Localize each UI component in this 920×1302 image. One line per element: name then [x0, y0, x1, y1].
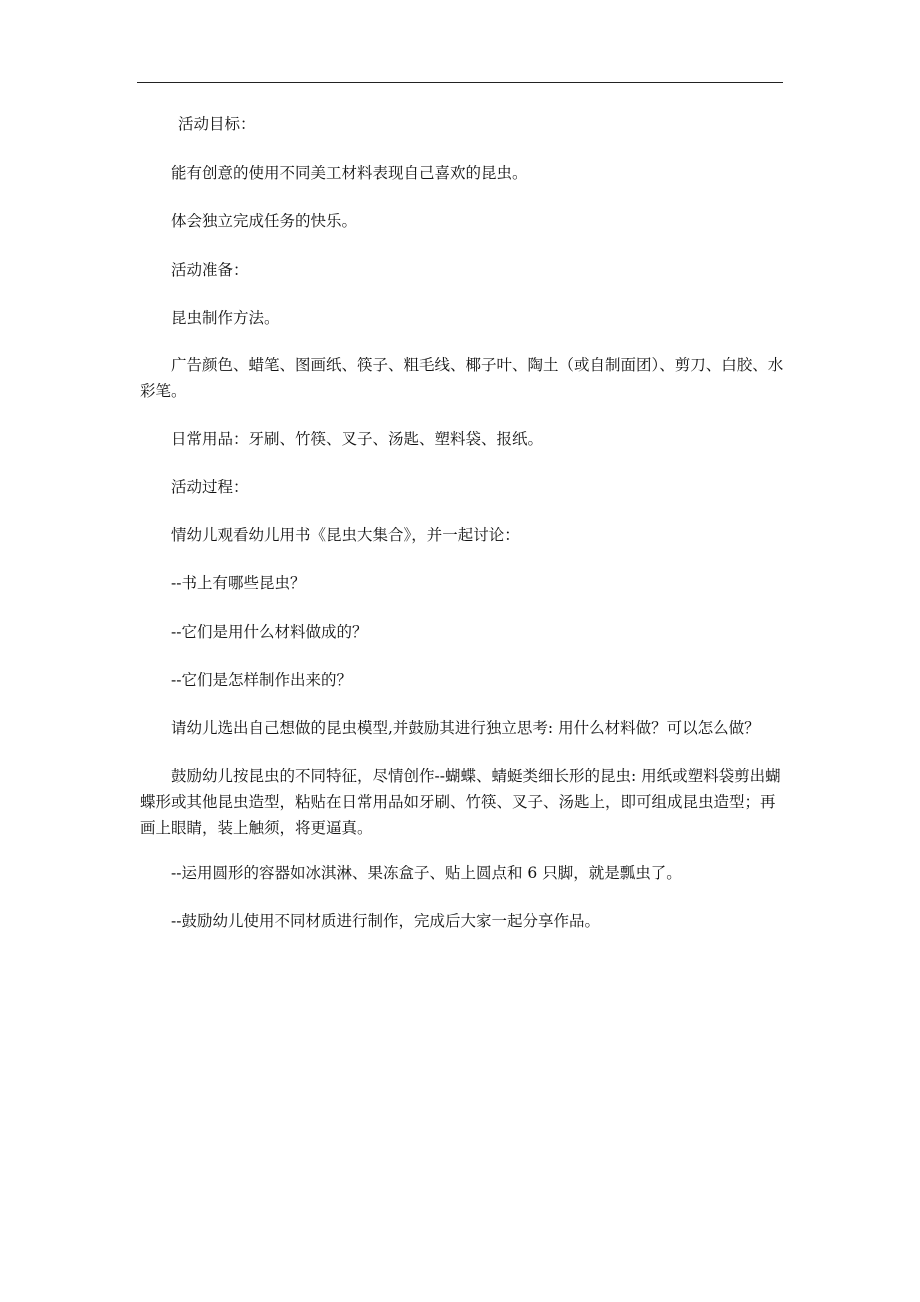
preparation-paragraph-1: 昆虫制作方法。 — [171, 309, 280, 327]
heading-activity-goals: 活动目标： — [178, 115, 256, 133]
header-rule — [137, 82, 783, 83]
preparation-paragraph-3: 日常用品：牙刷、竹筷、叉子、汤匙、塑料袋、报纸。 — [171, 430, 544, 448]
process-paragraph-5: --鼓励幼儿使用不同材质进行制作，完成后大家一起分享作品。 — [171, 912, 600, 930]
heading-activity-process: 活动过程： — [171, 478, 249, 496]
process-question-2: --它们是用什么材料做成的？ — [171, 623, 368, 641]
process-question-1: --书上有哪些昆虫？ — [171, 574, 306, 592]
process-paragraph-4: --运用圆形的容器如冰淇淋、果冻盒子、贴上圆点和 6 只脚，就是瓢虫了。 — [171, 864, 682, 882]
process-paragraph-3: 鼓励幼儿按昆虫的不同特征，尽情创作--蝴蝶、蜻蜓类细长形的昆虫: 用纸或塑料袋剪出蝴蝶形或其他昆虫造型，粘贴在日常用品如牙刷、竹筷、叉子、汤匙上，即可组成昆虫造型；再画上眼睛，装上触须，将更逼真。 — [140, 767, 781, 837]
goal-paragraph-1: 能有创意的使用不同美工材料表现自己喜欢的昆虫。 — [171, 164, 528, 182]
goal-paragraph-2: 体会独立完成任务的快乐。 — [171, 212, 358, 230]
preparation-paragraph-2: 广告颜色、蜡笔、图画纸、筷子、粗毛线、椰子叶、陶土（或自制面团）、剪刀、白胶、水彩笔。 — [140, 356, 784, 400]
process-paragraph-1: 情幼儿观看幼儿用书《昆虫大集合》，并一起讨论： — [171, 526, 520, 544]
process-question-3: --它们是怎样制作出来的？ — [171, 671, 352, 689]
process-paragraph-2: 请幼儿选出自己想做的昆虫模型,并鼓励其进行独立思考: 用什么材料做？可以怎么做？ — [171, 719, 760, 737]
heading-activity-preparation: 活动准备： — [171, 261, 249, 279]
